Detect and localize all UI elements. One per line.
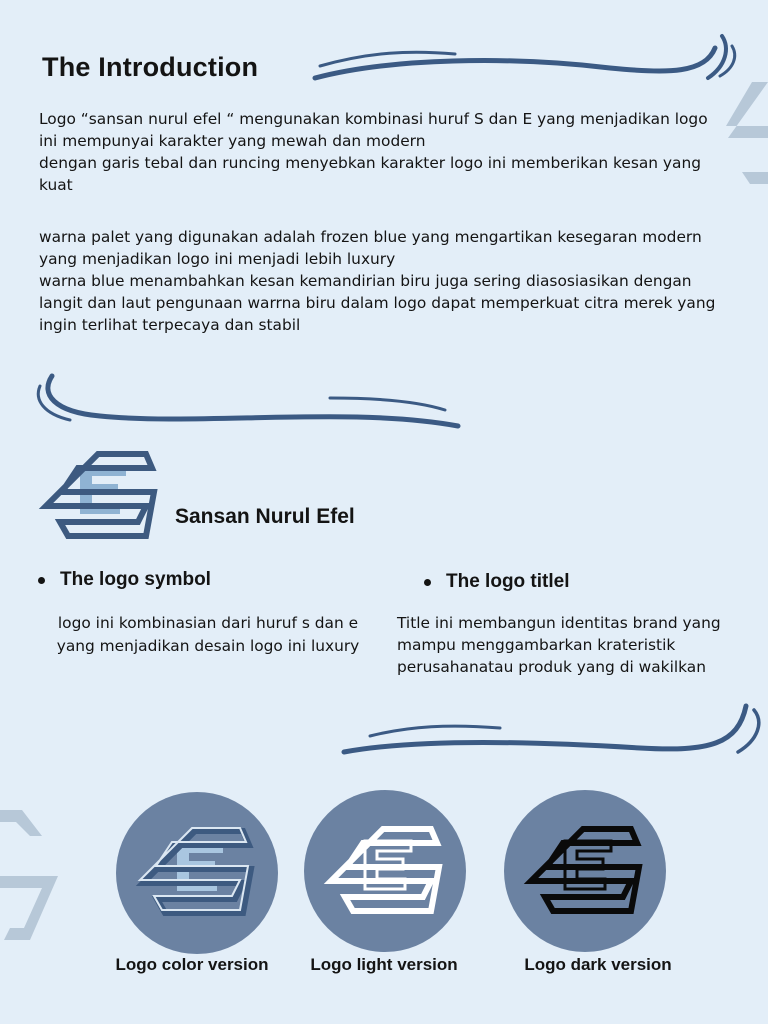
swoosh-decoration-middle — [30, 370, 470, 432]
logo-title-description-line: mampu menggambarkan krateristik — [397, 636, 676, 654]
logo-title-heading-text: The logo titlel — [446, 571, 570, 592]
intro-paragraph-2-line: warna palet yang digunakan adalah frozen blue yang mengartikan kesegaran modern — [39, 228, 702, 246]
logo-symbol-description-line: yang menjadikan desain logo ini luxury — [56, 637, 360, 655]
logo-color-version-label: Logo color version — [115, 955, 269, 974]
logo-symbol-heading-text: The logo symbol — [60, 569, 211, 590]
intro-paragraph-1 — [39, 108, 729, 196]
logo-light-version-circle — [304, 790, 466, 952]
brand-logo — [32, 448, 168, 544]
intro-paragraph-1-line: ini mempunyai karakter yang mewah dan modern — [39, 132, 426, 150]
faded-logo-fragment-left — [0, 808, 64, 948]
logo-title-heading — [424, 571, 570, 593]
intro-paragraph-1-line: kuat — [39, 176, 73, 194]
brand-name: Sansan Nurul Efel — [175, 505, 355, 528]
brand-logo-color — [116, 792, 278, 954]
bullet-icon — [424, 579, 431, 586]
swoosh-decoration-top — [310, 28, 750, 88]
intro-paragraph-1-line: dengan garis tebal dan runcing menyebkan karakter logo ini memberikan kesan yang — [39, 154, 701, 172]
logo-title-description-line: Title ini membangun identitas brand yang — [397, 614, 721, 632]
logo-color-version-circle — [116, 792, 278, 954]
logo-title-description — [397, 612, 747, 678]
logo-title-description-line: perusahanatau produk yang di wakilkan — [397, 658, 706, 676]
bullet-icon — [38, 577, 45, 584]
intro-paragraph-2-line: warna blue menambahkan kesan kemandirian biru juga sering diasosiasikan dengan — [39, 272, 692, 290]
logo-symbol-heading — [38, 569, 211, 591]
brand-logo-dark — [504, 790, 666, 952]
swoosh-decoration-bottom — [340, 700, 768, 762]
logo-dark-version-label: Logo dark version — [524, 955, 672, 974]
brand-logo-light — [304, 790, 466, 952]
logo-light-version-label: Logo light version — [310, 955, 458, 974]
intro-paragraph-1-line: Logo “sansan nurul efel “ mengunakan kombinasi huruf S dan E yang menjadikan logo — [39, 110, 708, 128]
logo-symbol-description-line: logo ini kombinasian dari huruf s dan e — [57, 614, 359, 632]
intro-paragraph-2 — [39, 226, 729, 336]
intro-paragraph-2-line: langit dan laut pengunaan warrna biru dalam logo dapat memperkuat citra merek yang — [39, 294, 716, 312]
intro-paragraph-2-line: ingin terlihat terpecaya dan stabil — [39, 316, 301, 334]
logo-dark-version-circle — [504, 790, 666, 952]
intro-paragraph-2-line: yang menjadikan logo ini menjadi lebih luxury — [39, 250, 396, 268]
page-title: The Introduction — [42, 52, 259, 82]
logo-symbol-description — [38, 612, 378, 658]
